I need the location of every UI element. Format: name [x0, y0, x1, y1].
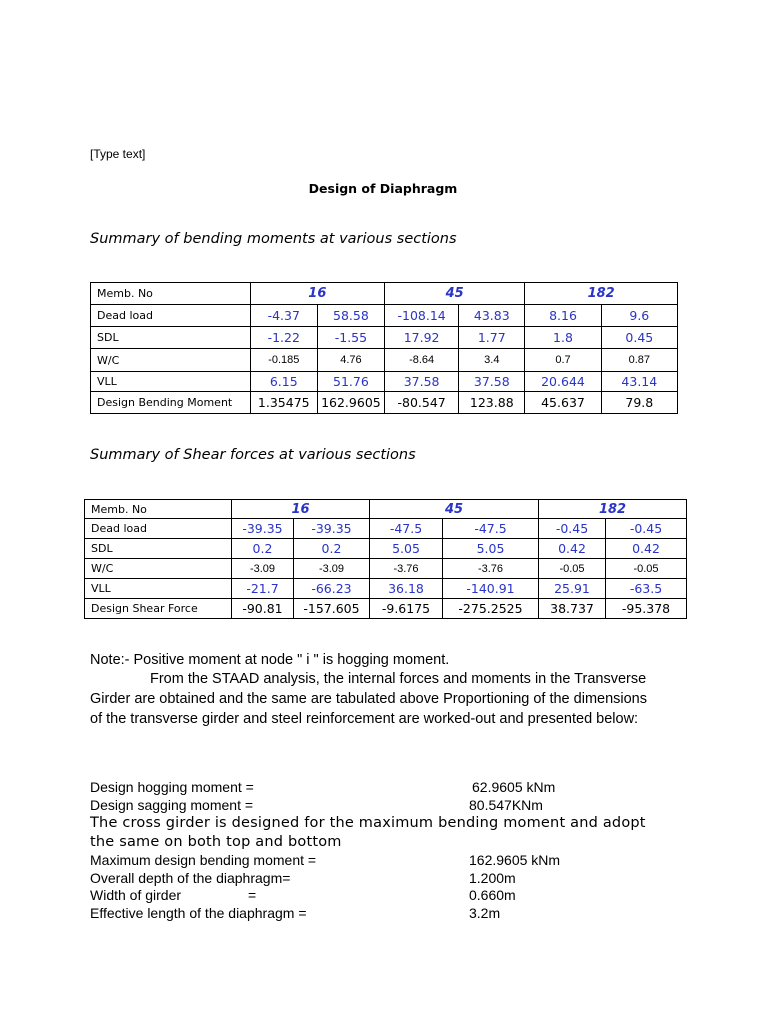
note-line-2: From the STAAD analysis, the internal forces and moments in the Transverse	[150, 671, 647, 687]
row-label: SDL	[85, 539, 232, 559]
cross-girder-line-2: the same on both top and bottom	[90, 834, 342, 850]
memb-no-label: Memb. No	[91, 283, 251, 305]
table-cell: -39.35	[232, 519, 294, 539]
table-cell: -8.64	[384, 349, 458, 372]
table-cell: 0.87	[601, 349, 677, 372]
table-cell: -140.91	[443, 579, 539, 599]
table-row	[91, 372, 678, 392]
table-cell: 123.88	[459, 392, 525, 414]
table-row	[85, 579, 687, 599]
hogging-label: Design hogging moment =	[90, 779, 254, 795]
depth-value: 1.200m	[469, 870, 516, 886]
shear-force-table	[84, 499, 687, 619]
row-label: Design Bending Moment	[91, 392, 251, 414]
table-cell: 5.05	[370, 539, 443, 559]
table-cell: 0.42	[606, 539, 687, 559]
table-cell: -66.23	[294, 579, 370, 599]
table-row	[85, 519, 687, 539]
table-cell: 20.644	[525, 372, 601, 392]
table-cell: 43.83	[459, 305, 525, 327]
table-cell: -80.547	[384, 392, 458, 414]
row-label: VLL	[91, 372, 251, 392]
note-line-3: Girder are obtained and the same are tabulated above Proportioning of the dimensions	[90, 691, 647, 707]
member-45-header: 45	[384, 283, 524, 305]
row-label: Dead load	[91, 305, 251, 327]
length-label: Effective length of the diaphragm =	[90, 905, 307, 921]
table-cell: -3.76	[370, 559, 443, 579]
table-cell: -0.45	[606, 519, 687, 539]
table-cell: -95.378	[606, 599, 687, 619]
table-cell: -0.185	[250, 349, 317, 372]
table-row	[91, 327, 678, 349]
table-cell: 37.58	[459, 372, 525, 392]
table-cell: 43.14	[601, 372, 677, 392]
width-equals: =	[248, 887, 257, 903]
table-cell: 0.2	[232, 539, 294, 559]
row-label: W/C	[91, 349, 251, 372]
memb-no-label: Memb. No	[85, 500, 232, 519]
member-182-header: 182	[539, 500, 687, 519]
member-16-header: 16	[250, 283, 384, 305]
max-moment-label: Maximum design bending moment =	[90, 852, 317, 868]
table-cell: 4.76	[317, 349, 384, 372]
table-cell: -0.05	[606, 559, 687, 579]
width-label: Width of girder	[90, 887, 182, 903]
table-cell: -39.35	[294, 519, 370, 539]
table-cell: 38.737	[539, 599, 606, 619]
table-cell: 25.91	[539, 579, 606, 599]
hogging-value: 62.9605 kNm	[472, 779, 556, 795]
table-cell: -1.55	[317, 327, 384, 349]
width-value: 0.660m	[469, 887, 516, 903]
table-cell: 45.637	[525, 392, 601, 414]
table-cell: 1.8	[525, 327, 601, 349]
member-45-header: 45	[370, 500, 539, 519]
table-cell: 58.58	[317, 305, 384, 327]
table-cell: -3.09	[294, 559, 370, 579]
max-moment-value: 162.9605 kNm	[469, 852, 561, 868]
table-cell: 5.05	[443, 539, 539, 559]
bending-heading: Summary of bending moments at various sections	[90, 231, 457, 247]
table-row	[91, 305, 678, 327]
table-row	[85, 559, 687, 579]
table-row	[91, 392, 678, 414]
table-row	[85, 539, 687, 559]
table-row	[85, 599, 687, 619]
table-cell: -47.5	[443, 519, 539, 539]
table-cell: -63.5	[606, 579, 687, 599]
table-row	[91, 349, 678, 372]
table-cell: 8.16	[525, 305, 601, 327]
table-cell: -47.5	[370, 519, 443, 539]
table-cell: -0.45	[539, 519, 606, 539]
table-cell: 0.42	[539, 539, 606, 559]
table-cell: 1.77	[459, 327, 525, 349]
table-cell: -1.22	[250, 327, 317, 349]
table-header-row	[91, 283, 678, 305]
table-cell: 1.35475	[250, 392, 317, 414]
page-title	[0, 181, 768, 196]
table-cell: -9.6175	[370, 599, 443, 619]
row-label: Design Shear Force	[85, 599, 232, 619]
sagging-label: Design sagging moment =	[90, 797, 254, 813]
table-cell: 79.8	[601, 392, 677, 414]
page-title-text: Design of Diaphragm	[308, 181, 458, 196]
member-182-header: 182	[525, 283, 678, 305]
bending-moment-table	[90, 282, 678, 414]
table-cell: -3.09	[232, 559, 294, 579]
table-cell: -157.605	[294, 599, 370, 619]
sagging-value: 80.547KNm	[469, 797, 543, 813]
table-cell: -3.76	[443, 559, 539, 579]
row-label: SDL	[91, 327, 251, 349]
table-cell: -0.05	[539, 559, 606, 579]
table-cell: 36.18	[370, 579, 443, 599]
note-line-4: of the transverse girder and steel reinforcement are worked-out and presented below:	[90, 711, 639, 727]
table-cell: 3.4	[459, 349, 525, 372]
table-cell: -108.14	[384, 305, 458, 327]
table-cell: -275.2525	[443, 599, 539, 619]
table-cell: 0.45	[601, 327, 677, 349]
depth-label: Overall depth of the diaphragm=	[90, 870, 291, 886]
table-cell: 162.9605	[317, 392, 384, 414]
table-cell: -4.37	[250, 305, 317, 327]
table-cell: 9.6	[601, 305, 677, 327]
cross-girder-line-1: The cross girder is designed for the maximum bending moment and adopt	[90, 815, 646, 831]
shear-heading: Summary of Shear forces at various sections	[90, 447, 416, 463]
row-label: VLL	[85, 579, 232, 599]
table-cell: 0.7	[525, 349, 601, 372]
table-cell: -90.81	[232, 599, 294, 619]
member-16-header: 16	[232, 500, 370, 519]
table-cell: 37.58	[384, 372, 458, 392]
table-cell: 17.92	[384, 327, 458, 349]
length-value: 3.2m	[469, 905, 501, 921]
row-label: Dead load	[85, 519, 232, 539]
table-cell: 0.2	[294, 539, 370, 559]
table-header-row	[85, 500, 687, 519]
table-cell: 6.15	[250, 372, 317, 392]
row-label: W/C	[85, 559, 232, 579]
table-cell: 51.76	[317, 372, 384, 392]
header-placeholder: [Type text]	[90, 147, 146, 161]
table-cell: -21.7	[232, 579, 294, 599]
note-line-1: Note:- Positive moment at node " i " is hogging moment.	[90, 652, 450, 668]
